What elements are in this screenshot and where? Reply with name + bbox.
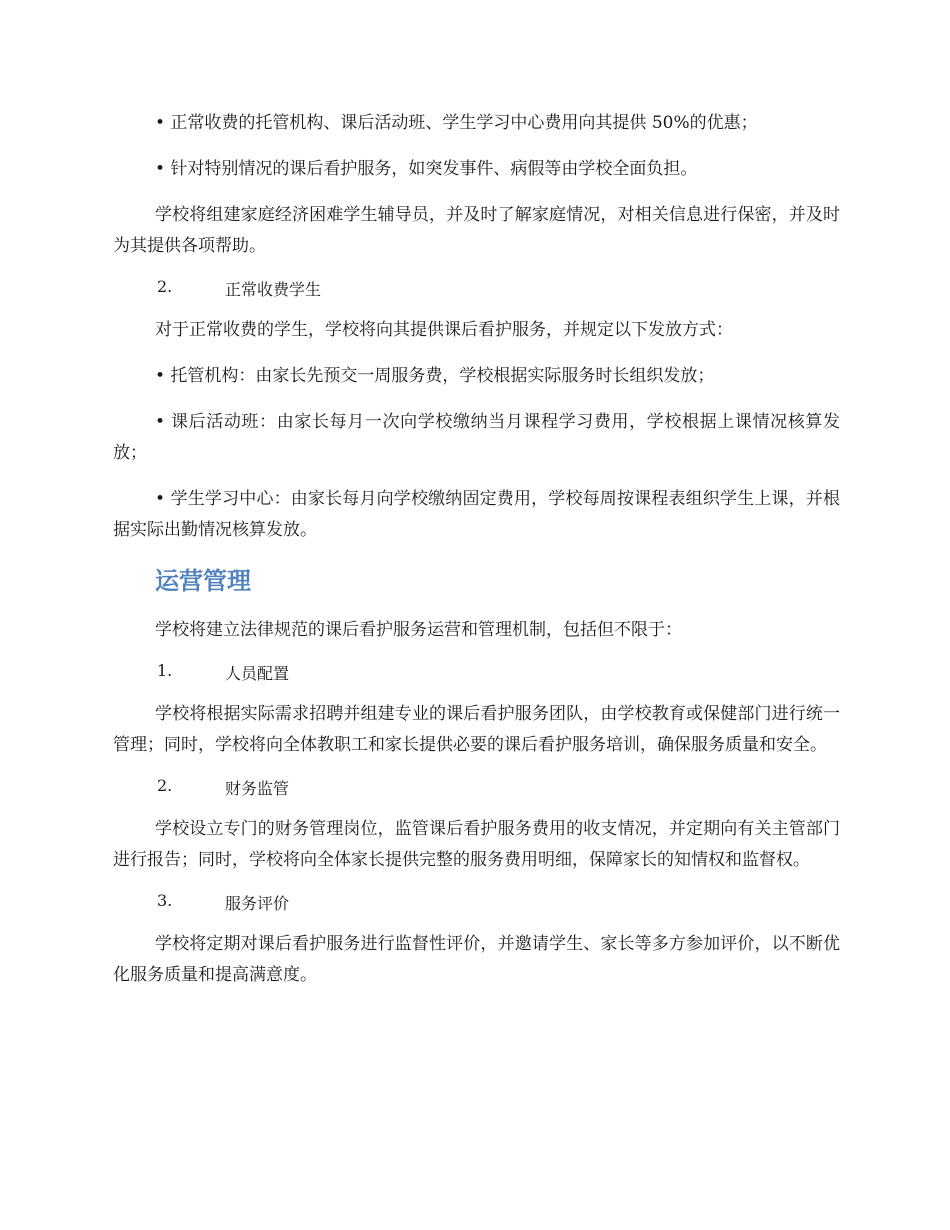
item-number: 1. xyxy=(157,661,173,680)
document-body xyxy=(113,108,840,1006)
numbered-item-3 xyxy=(157,891,840,914)
section-heading: 运营管理 xyxy=(155,567,251,595)
item-title: 服务评价 xyxy=(225,894,290,913)
item-title: 财务监管 xyxy=(225,779,290,798)
item-title: 正常收费学生 xyxy=(225,280,322,299)
bullet-activity-class: • 课后活动班：由家长每月一次向学校缴纳当月课程学习费用，学校根据上课情况核算发放； xyxy=(113,412,840,463)
paragraph-operations-intro: 学校将建立法律规范的课后看护服务运营和管理机制，包括但不限于： xyxy=(155,620,682,640)
paragraph-staffing: 学校将根据实际需求招聘并组建专业的课后看护服务团队，由学校教育或保健部门进行统一管理；同时，学校将向全体教职工和家长提供必要的课后看护服务培训，确保服务质量和安全。 xyxy=(113,704,840,755)
paragraph-counselor: 学校将组建家庭经济困难学生辅导员，并及时了解家庭情况，对相关信息进行保密，并及时为其提供各项帮助。 xyxy=(113,205,840,256)
bullet-learning-center: • 学生学习中心：由家长每月向学校缴纳固定费用，学校每周按课程表组织学生上课，并根据实际出勤情况核算发放。 xyxy=(113,489,840,540)
bullet-special-cases: • 针对特别情况的课后看护服务，如突发事件、病假等由学校全面负担。 xyxy=(155,159,698,179)
paragraph-normal-fee: 对于正常收费的学生，学校将向其提供课后看护服务，并规定以下发放方式： xyxy=(155,320,733,340)
paragraph-evaluation: 学校将定期对课后看护服务进行监督性评价，并邀请学生、家长等多方参加评价，以不断优化服务质量和提高满意度。 xyxy=(113,934,840,985)
numbered-item-1 xyxy=(157,661,840,684)
numbered-item-2 xyxy=(157,277,840,300)
numbered-item-2-finance xyxy=(157,776,840,799)
paragraph-finance: 学校设立专门的财务管理岗位，监管课后看护服务费用的收支情况，并定期向有关主管部门进行报告；同时，学校将向全体家长提供完整的服务费用明细，保障家长的知情权和监督权。 xyxy=(113,819,840,870)
bullet-custody: • 托管机构：由家长先预交一周服务费，学校根据实际服务时长组织发放； xyxy=(155,366,715,386)
item-title: 人员配置 xyxy=(225,664,290,683)
item-number: 2. xyxy=(157,776,173,795)
bullet-discount: • 正常收费的托管机构、课后活动班、学生学习中心费用向其提供 50%的优惠； xyxy=(155,113,758,133)
item-number: 2. xyxy=(157,277,173,296)
item-number: 3. xyxy=(157,891,173,910)
